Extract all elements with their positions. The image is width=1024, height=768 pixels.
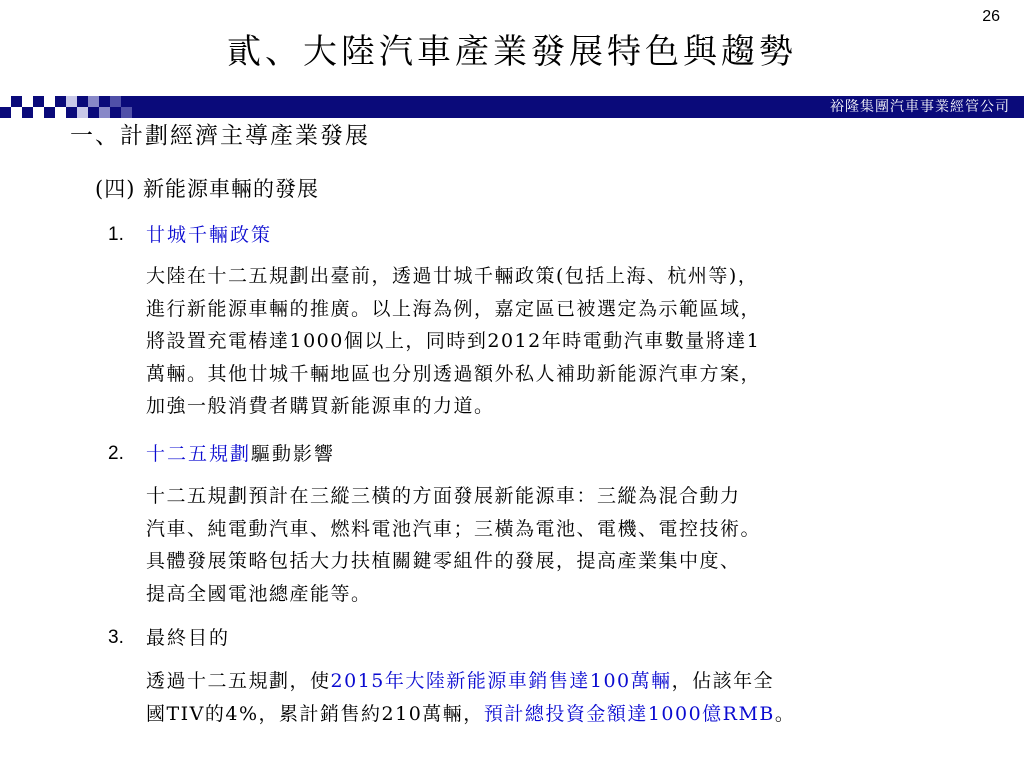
paragraph-line: 汽車、純電動汽車、燃料電池汽車；三橫為電池、電機、電控技術。 — [146, 517, 762, 540]
company-name: 裕隆集團汽車事業經管公司 — [830, 99, 1010, 115]
item-2-paragraph — [146, 480, 1006, 610]
section-heading: 一、計劃經濟主導產業發展 — [70, 123, 370, 149]
checker-pattern-decoration — [0, 96, 160, 118]
item-2-number: 2. — [108, 443, 124, 464]
item-3-paragraph — [146, 665, 1006, 730]
line2-prefix: 國TIV的4%，累計銷售約210萬輛， — [146, 702, 484, 725]
line2-suffix: 。 — [774, 702, 796, 725]
item-2-title — [146, 438, 335, 470]
paragraph-line: 具體發展策略包括大力扶植關鍵零組件的發展，提高產業集中度、 — [146, 550, 741, 572]
line1-prefix: 透過十二五規劃，使 — [146, 670, 331, 692]
paragraph-line: 進行新能源車輛的推廣。以上海為例，嘉定區已被選定為示範區域， — [146, 297, 762, 320]
slide-title: 貳、大陸汽車產業發展特色與趨勢 — [227, 32, 797, 72]
item-1-paragraph — [146, 260, 1006, 423]
page-number: 26 — [982, 8, 1000, 25]
line1-highlight: 2015年大陸新能源車銷售達100萬輛 — [330, 670, 672, 692]
paragraph-line: 加強一般消費者購買新能源車的力道。 — [146, 395, 495, 417]
item-2-title-highlight: 十二五規劃 — [146, 443, 252, 465]
item-3-title-rest: 最終目的 — [146, 627, 231, 649]
paragraph-line: 十二五規劃預計在三縱三橫的方面發展新能源車：三縱為混合動力 — [146, 485, 741, 507]
item-2-title-rest: 驅動影響 — [251, 443, 336, 465]
paragraph-line: 大陸在十二五規劃出臺前，透過廿城千輛政策(包括上海、杭州等)， — [146, 265, 759, 287]
item-3-number: 3. — [108, 627, 124, 648]
item-1-title-highlight: 廿城千輛政策 — [146, 224, 273, 246]
line2-highlight: 預計總投資金額達1000億RMB — [483, 702, 775, 725]
paragraph-line: 將設置充電樁達1000個以上，同時到2012年時電動汽車數量將達1 — [146, 330, 761, 352]
paragraph-line: 萬輛。其他廿城千輛地區也分別透過額外私人補助新能源汽車方案， — [146, 362, 762, 385]
paragraph-line: 提高全國電池總產能等。 — [146, 582, 372, 605]
subsection-heading: (四) 新能源車輛的發展 — [95, 177, 320, 201]
item-3-title — [146, 622, 230, 654]
item-1-number: 1. — [108, 224, 124, 245]
paragraph-line — [146, 665, 1006, 698]
paragraph-line — [146, 698, 1006, 731]
item-1-title — [146, 219, 272, 251]
line1-suffix: ，佔該年全 — [671, 670, 775, 692]
